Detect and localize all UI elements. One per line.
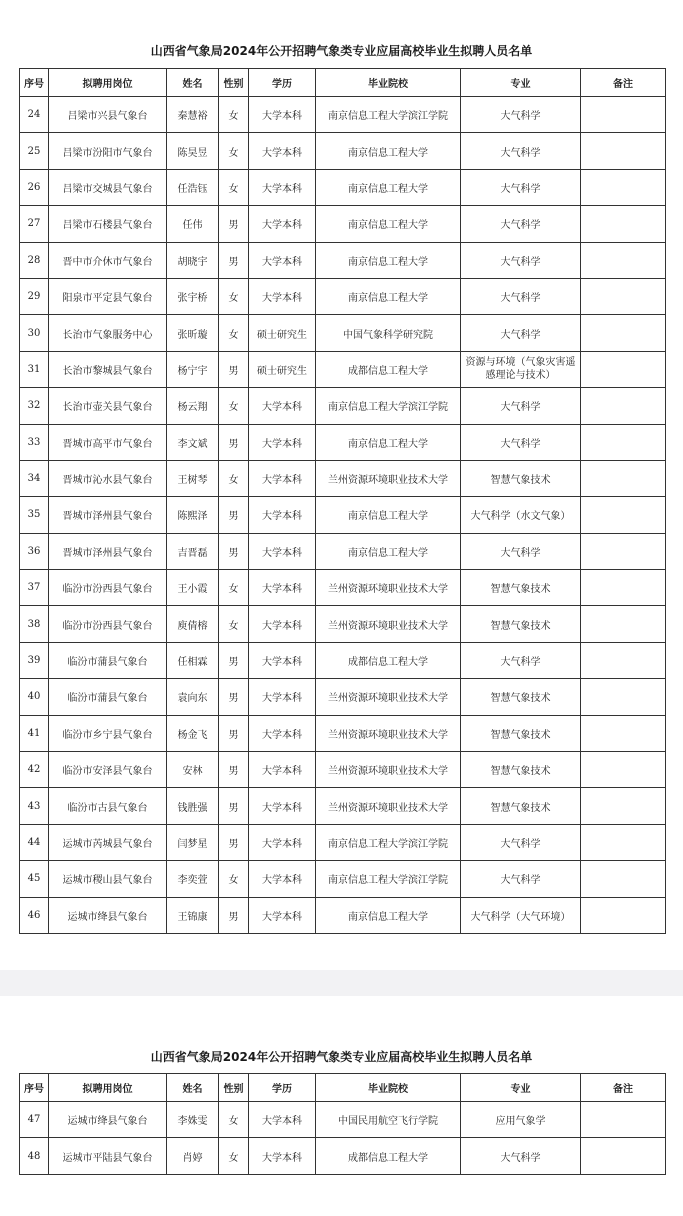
table-row bbox=[20, 861, 666, 897]
cell-school: 南京信息工程大学滨江学院 bbox=[316, 824, 461, 860]
cell-gender: 男 bbox=[219, 642, 249, 678]
table-row bbox=[20, 897, 666, 933]
cell-major: 大气科学 bbox=[461, 133, 581, 169]
cell-education: 大学本科 bbox=[249, 242, 316, 278]
cell-no: 40 bbox=[20, 679, 49, 715]
cell-school: 南京信息工程大学 bbox=[316, 533, 461, 569]
header-cell-post: 拟聘用岗位 bbox=[49, 69, 167, 97]
cell-school: 南京信息工程大学 bbox=[316, 497, 461, 533]
cell-education: 大学本科 bbox=[249, 533, 316, 569]
table-row bbox=[20, 642, 666, 678]
cell-no: 37 bbox=[20, 570, 49, 606]
cell-post: 吕梁市汾阳市气象台 bbox=[49, 133, 167, 169]
cell-note bbox=[581, 606, 666, 642]
header-cell-education: 学历 bbox=[249, 1074, 316, 1102]
table-body bbox=[20, 1102, 666, 1175]
cell-school: 兰州资源环境职业技术大学 bbox=[316, 679, 461, 715]
cell-gender: 男 bbox=[219, 533, 249, 569]
cell-major: 大气科学（水文气象） bbox=[461, 497, 581, 533]
cell-name: 王锦康 bbox=[167, 897, 219, 933]
cell-note bbox=[581, 351, 666, 387]
table-row bbox=[20, 570, 666, 606]
cell-name: 任伟 bbox=[167, 206, 219, 242]
cell-gender: 女 bbox=[219, 278, 249, 314]
cell-major: 大气科学 bbox=[461, 824, 581, 860]
cell-name: 杨宁宇 bbox=[167, 351, 219, 387]
table-row bbox=[20, 351, 666, 387]
cell-gender: 女 bbox=[219, 1102, 249, 1138]
cell-name: 王树琴 bbox=[167, 460, 219, 496]
cell-no: 31 bbox=[20, 351, 49, 387]
cell-no: 44 bbox=[20, 824, 49, 860]
cell-name: 钱胜强 bbox=[167, 788, 219, 824]
cell-note bbox=[581, 242, 666, 278]
cell-gender: 男 bbox=[219, 752, 249, 788]
cell-no: 48 bbox=[20, 1138, 49, 1174]
cell-note bbox=[581, 533, 666, 569]
cell-note bbox=[581, 133, 666, 169]
cell-name: 李姝雯 bbox=[167, 1102, 219, 1138]
cell-name: 张昕璇 bbox=[167, 315, 219, 351]
cell-no: 30 bbox=[20, 315, 49, 351]
cell-major: 大气科学 bbox=[461, 861, 581, 897]
header-cell-major: 专业 bbox=[461, 1074, 581, 1102]
cell-post: 临汾市汾西县气象台 bbox=[49, 606, 167, 642]
cell-post: 临汾市古县气象台 bbox=[49, 788, 167, 824]
cell-major: 大气科学 bbox=[461, 97, 581, 133]
cell-gender: 女 bbox=[219, 606, 249, 642]
cell-no: 36 bbox=[20, 533, 49, 569]
cell-education: 大学本科 bbox=[249, 824, 316, 860]
cell-major: 智慧气象技术 bbox=[461, 715, 581, 751]
table-row bbox=[20, 388, 666, 424]
cell-post: 运城市芮城县气象台 bbox=[49, 824, 167, 860]
cell-gender: 女 bbox=[219, 315, 249, 351]
cell-gender: 女 bbox=[219, 133, 249, 169]
cell-education: 大学本科 bbox=[249, 133, 316, 169]
table-row bbox=[20, 242, 666, 278]
table-row bbox=[20, 788, 666, 824]
table-row bbox=[20, 752, 666, 788]
cell-education: 大学本科 bbox=[249, 752, 316, 788]
cell-education: 硕士研究生 bbox=[249, 351, 316, 387]
cell-post: 长治市气象服务中心 bbox=[49, 315, 167, 351]
cell-gender: 男 bbox=[219, 497, 249, 533]
cell-name: 肖婷 bbox=[167, 1138, 219, 1174]
cell-major: 大气科学 bbox=[461, 642, 581, 678]
cell-major: 智慧气象技术 bbox=[461, 752, 581, 788]
cell-name: 秦慧裕 bbox=[167, 97, 219, 133]
cell-school: 南京信息工程大学 bbox=[316, 424, 461, 460]
cell-note bbox=[581, 278, 666, 314]
cell-no: 45 bbox=[20, 861, 49, 897]
cell-post: 吕梁市石楼县气象台 bbox=[49, 206, 167, 242]
page-title-continued: 山西省气象局2024年公开招聘气象类专业应届高校毕业生拟聘人员名单 bbox=[150, 1050, 533, 1064]
header-cell-gender: 性别 bbox=[219, 1074, 249, 1102]
cell-gender: 男 bbox=[219, 242, 249, 278]
header-cell-no: 序号 bbox=[20, 1074, 49, 1102]
table-body bbox=[20, 97, 666, 934]
cell-school: 兰州资源环境职业技术大学 bbox=[316, 788, 461, 824]
cell-no: 35 bbox=[20, 497, 49, 533]
cell-name: 庾倩榕 bbox=[167, 606, 219, 642]
table-row bbox=[20, 533, 666, 569]
table-row bbox=[20, 497, 666, 533]
cell-education: 大学本科 bbox=[249, 642, 316, 678]
cell-gender: 男 bbox=[219, 351, 249, 387]
table-row bbox=[20, 315, 666, 351]
cell-major: 应用气象学 bbox=[461, 1102, 581, 1138]
header-cell-note: 备注 bbox=[581, 69, 666, 97]
cell-post: 吕梁市交城县气象台 bbox=[49, 169, 167, 205]
cell-note bbox=[581, 642, 666, 678]
cell-no: 27 bbox=[20, 206, 49, 242]
cell-major: 大气科学 bbox=[461, 533, 581, 569]
cell-post: 晋城市泽州县气象台 bbox=[49, 533, 167, 569]
cell-education: 大学本科 bbox=[249, 278, 316, 314]
cell-note bbox=[581, 97, 666, 133]
table-row bbox=[20, 679, 666, 715]
cell-note bbox=[581, 206, 666, 242]
cell-note bbox=[581, 679, 666, 715]
header-cell-education: 学历 bbox=[249, 69, 316, 97]
cell-no: 33 bbox=[20, 424, 49, 460]
cell-no: 46 bbox=[20, 897, 49, 933]
cell-post: 运城市平陆县气象台 bbox=[49, 1138, 167, 1174]
header-cell-name: 姓名 bbox=[167, 1074, 219, 1102]
cell-note bbox=[581, 1102, 666, 1138]
cell-no: 38 bbox=[20, 606, 49, 642]
table-row bbox=[20, 169, 666, 205]
cell-gender: 男 bbox=[219, 715, 249, 751]
cell-post: 晋城市沁水县气象台 bbox=[49, 460, 167, 496]
cell-name: 陈昊昱 bbox=[167, 133, 219, 169]
cell-major: 大气科学（大气环境） bbox=[461, 897, 581, 933]
cell-education: 大学本科 bbox=[249, 169, 316, 205]
cell-gender: 男 bbox=[219, 824, 249, 860]
cell-note bbox=[581, 169, 666, 205]
cell-gender: 男 bbox=[219, 424, 249, 460]
cell-post: 晋城市高平市气象台 bbox=[49, 424, 167, 460]
cell-post: 吕梁市兴县气象台 bbox=[49, 97, 167, 133]
cell-education: 大学本科 bbox=[249, 679, 316, 715]
cell-post: 阳泉市平定县气象台 bbox=[49, 278, 167, 314]
cell-school: 南京信息工程大学 bbox=[316, 278, 461, 314]
cell-major: 智慧气象技术 bbox=[461, 460, 581, 496]
header-cell-school: 毕业院校 bbox=[316, 69, 461, 97]
cell-education: 大学本科 bbox=[249, 1102, 316, 1138]
cell-major: 大气科学 bbox=[461, 424, 581, 460]
cell-note bbox=[581, 570, 666, 606]
cell-gender: 女 bbox=[219, 1138, 249, 1174]
cell-school: 南京信息工程大学滨江学院 bbox=[316, 861, 461, 897]
cell-education: 大学本科 bbox=[249, 424, 316, 460]
cell-name: 张宇桥 bbox=[167, 278, 219, 314]
cell-education: 大学本科 bbox=[249, 460, 316, 496]
cell-no: 43 bbox=[20, 788, 49, 824]
cell-no: 32 bbox=[20, 388, 49, 424]
table-row bbox=[20, 133, 666, 169]
cell-school: 南京信息工程大学 bbox=[316, 206, 461, 242]
cell-no: 25 bbox=[20, 133, 49, 169]
cell-post: 长治市壶关县气象台 bbox=[49, 388, 167, 424]
table-row bbox=[20, 1138, 666, 1174]
cell-education: 大学本科 bbox=[249, 206, 316, 242]
cell-no: 26 bbox=[20, 169, 49, 205]
cell-major: 大气科学 bbox=[461, 206, 581, 242]
cell-note bbox=[581, 424, 666, 460]
cell-post: 临汾市蒲县气象台 bbox=[49, 642, 167, 678]
cell-note bbox=[581, 824, 666, 860]
cell-education: 大学本科 bbox=[249, 388, 316, 424]
cell-school: 成都信息工程大学 bbox=[316, 642, 461, 678]
cell-note bbox=[581, 897, 666, 933]
table-row bbox=[20, 424, 666, 460]
cell-gender: 男 bbox=[219, 788, 249, 824]
cell-name: 杨金飞 bbox=[167, 715, 219, 751]
cell-education: 大学本科 bbox=[249, 788, 316, 824]
table-row bbox=[20, 715, 666, 751]
cell-major: 智慧气象技术 bbox=[461, 679, 581, 715]
cell-school: 兰州资源环境职业技术大学 bbox=[316, 570, 461, 606]
cell-major: 大气科学 bbox=[461, 242, 581, 278]
cell-gender: 女 bbox=[219, 570, 249, 606]
candidate-table-continued bbox=[19, 1073, 666, 1175]
cell-major: 大气科学 bbox=[461, 169, 581, 205]
cell-name: 王小霞 bbox=[167, 570, 219, 606]
cell-school: 南京信息工程大学滨江学院 bbox=[316, 388, 461, 424]
cell-no: 28 bbox=[20, 242, 49, 278]
cell-gender: 男 bbox=[219, 897, 249, 933]
cell-no: 29 bbox=[20, 278, 49, 314]
table-row bbox=[20, 606, 666, 642]
cell-education: 大学本科 bbox=[249, 606, 316, 642]
cell-major: 智慧气象技术 bbox=[461, 570, 581, 606]
header-cell-gender: 性别 bbox=[219, 69, 249, 97]
cell-school: 南京信息工程大学 bbox=[316, 169, 461, 205]
cell-name: 李奕萱 bbox=[167, 861, 219, 897]
cell-name: 杨云翔 bbox=[167, 388, 219, 424]
cell-no: 24 bbox=[20, 97, 49, 133]
cell-school: 中国气象科学研究院 bbox=[316, 315, 461, 351]
cell-school: 兰州资源环境职业技术大学 bbox=[316, 606, 461, 642]
cell-school: 成都信息工程大学 bbox=[316, 1138, 461, 1174]
cell-school: 成都信息工程大学 bbox=[316, 351, 461, 387]
cell-note bbox=[581, 1138, 666, 1174]
cell-note bbox=[581, 752, 666, 788]
cell-gender: 女 bbox=[219, 460, 249, 496]
cell-gender: 男 bbox=[219, 206, 249, 242]
cell-post: 晋中市介休市气象台 bbox=[49, 242, 167, 278]
cell-school: 南京信息工程大学 bbox=[316, 133, 461, 169]
cell-note bbox=[581, 315, 666, 351]
cell-major: 大气科学 bbox=[461, 315, 581, 351]
cell-school: 兰州资源环境职业技术大学 bbox=[316, 752, 461, 788]
cell-no: 42 bbox=[20, 752, 49, 788]
cell-gender: 女 bbox=[219, 97, 249, 133]
header-cell-school: 毕业院校 bbox=[316, 1074, 461, 1102]
header-cell-major: 专业 bbox=[461, 69, 581, 97]
table-row bbox=[20, 824, 666, 860]
cell-school: 兰州资源环境职业技术大学 bbox=[316, 460, 461, 496]
header-cell-post: 拟聘用岗位 bbox=[49, 1074, 167, 1102]
cell-name: 袁向东 bbox=[167, 679, 219, 715]
page-separator bbox=[0, 970, 683, 996]
cell-note bbox=[581, 388, 666, 424]
header-cell-note: 备注 bbox=[581, 1074, 666, 1102]
cell-major: 大气科学 bbox=[461, 388, 581, 424]
cell-post: 运城市绛县气象台 bbox=[49, 1102, 167, 1138]
page-title: 山西省气象局2024年公开招聘气象类专业应届高校毕业生拟聘人员名单 bbox=[150, 44, 533, 58]
cell-school: 南京信息工程大学滨江学院 bbox=[316, 97, 461, 133]
cell-school: 中国民用航空飞行学院 bbox=[316, 1102, 461, 1138]
table-header-row bbox=[20, 1074, 666, 1102]
cell-post: 临汾市乡宁县气象台 bbox=[49, 715, 167, 751]
cell-education: 大学本科 bbox=[249, 897, 316, 933]
cell-education: 大学本科 bbox=[249, 497, 316, 533]
cell-gender: 男 bbox=[219, 679, 249, 715]
cell-school: 南京信息工程大学 bbox=[316, 897, 461, 933]
cell-post: 运城市稷山县气象台 bbox=[49, 861, 167, 897]
cell-no: 41 bbox=[20, 715, 49, 751]
cell-name: 任浩钰 bbox=[167, 169, 219, 205]
cell-name: 吉晋磊 bbox=[167, 533, 219, 569]
cell-name: 安林 bbox=[167, 752, 219, 788]
cell-post: 临汾市蒲县气象台 bbox=[49, 679, 167, 715]
cell-name: 陈熙泽 bbox=[167, 497, 219, 533]
cell-major: 智慧气象技术 bbox=[461, 788, 581, 824]
table-row bbox=[20, 206, 666, 242]
cell-gender: 女 bbox=[219, 861, 249, 897]
cell-major: 资源与环境（气象灾害遥感理论与技术） bbox=[461, 351, 581, 387]
header-cell-no: 序号 bbox=[20, 69, 49, 97]
cell-education: 大学本科 bbox=[249, 570, 316, 606]
table-row bbox=[20, 460, 666, 496]
cell-gender: 女 bbox=[219, 169, 249, 205]
cell-name: 任相霖 bbox=[167, 642, 219, 678]
cell-no: 34 bbox=[20, 460, 49, 496]
cell-education: 大学本科 bbox=[249, 1138, 316, 1174]
cell-education: 大学本科 bbox=[249, 97, 316, 133]
cell-school: 兰州资源环境职业技术大学 bbox=[316, 715, 461, 751]
cell-major: 大气科学 bbox=[461, 278, 581, 314]
cell-note bbox=[581, 460, 666, 496]
cell-name: 闫梦星 bbox=[167, 824, 219, 860]
cell-education: 大学本科 bbox=[249, 715, 316, 751]
table-row bbox=[20, 97, 666, 133]
cell-post: 晋城市泽州县气象台 bbox=[49, 497, 167, 533]
cell-post: 运城市绛县气象台 bbox=[49, 897, 167, 933]
cell-post: 临汾市安泽县气象台 bbox=[49, 752, 167, 788]
cell-note bbox=[581, 788, 666, 824]
cell-education: 硕士研究生 bbox=[249, 315, 316, 351]
cell-education: 大学本科 bbox=[249, 861, 316, 897]
cell-major: 智慧气象技术 bbox=[461, 606, 581, 642]
cell-no: 39 bbox=[20, 642, 49, 678]
table-row bbox=[20, 1102, 666, 1138]
cell-note bbox=[581, 497, 666, 533]
cell-no: 47 bbox=[20, 1102, 49, 1138]
candidate-table bbox=[19, 68, 666, 934]
cell-note bbox=[581, 715, 666, 751]
cell-school: 南京信息工程大学 bbox=[316, 242, 461, 278]
cell-note bbox=[581, 861, 666, 897]
cell-name: 李文斌 bbox=[167, 424, 219, 460]
table-row bbox=[20, 278, 666, 314]
header-cell-name: 姓名 bbox=[167, 69, 219, 97]
cell-gender: 女 bbox=[219, 388, 249, 424]
cell-post: 临汾市汾西县气象台 bbox=[49, 570, 167, 606]
table-header-row bbox=[20, 69, 666, 97]
cell-post: 长治市黎城县气象台 bbox=[49, 351, 167, 387]
cell-major: 大气科学 bbox=[461, 1138, 581, 1174]
cell-name: 胡晓宇 bbox=[167, 242, 219, 278]
